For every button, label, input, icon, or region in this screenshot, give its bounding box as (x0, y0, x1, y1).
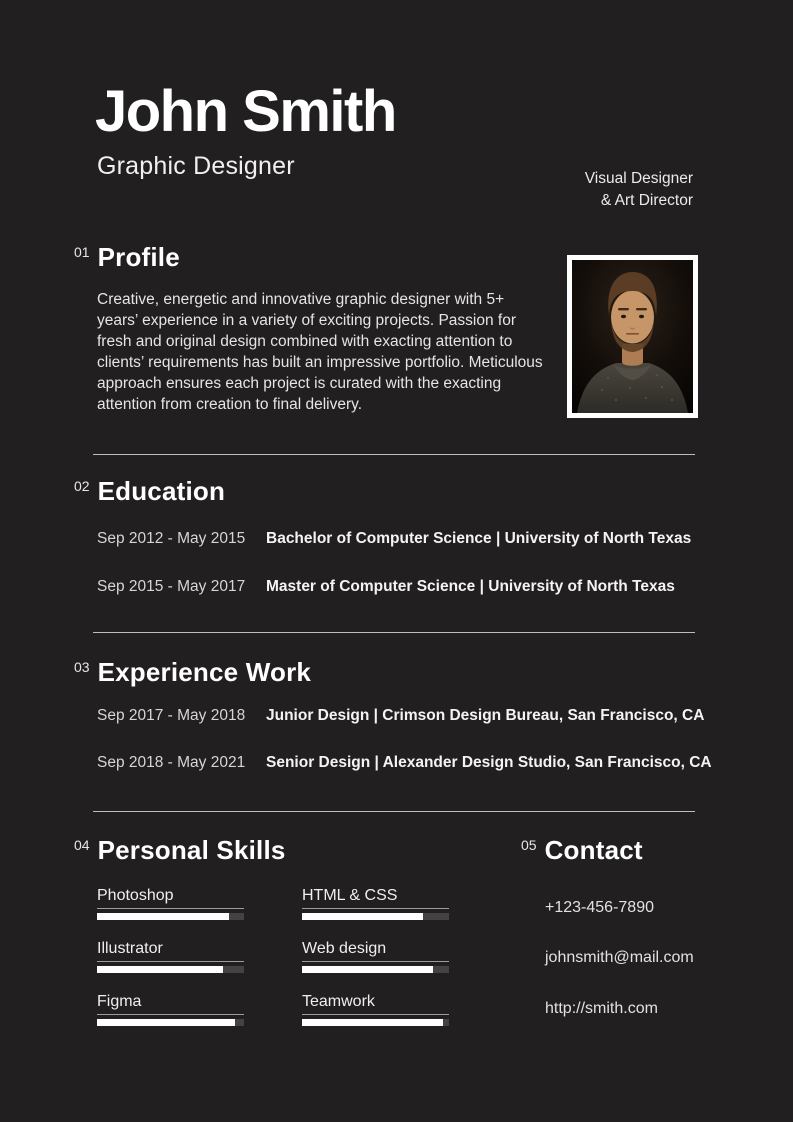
contact-website: http://smith.com (545, 1000, 658, 1017)
experience-dates: Sep 2017 - May 2018 (97, 707, 246, 724)
experience-description: Senior Design | Alexander Design Studio, San Francisco, CA (266, 754, 712, 771)
contact-section-heading (521, 836, 643, 864)
skill-progress-bar (97, 1019, 244, 1026)
education-row (97, 529, 737, 548)
profile-section-number: 01 (74, 244, 90, 260)
skill-progress-fill (302, 913, 423, 920)
skill-label: Teamwork (302, 993, 375, 1010)
skill-progress-bar (97, 913, 244, 920)
skill-underline (302, 961, 449, 962)
tagline (585, 168, 693, 211)
skills-section-number: 04 (74, 837, 90, 853)
skill-item (97, 992, 244, 1026)
section-divider (93, 632, 695, 633)
tagline-line-1: Visual Designer (584, 170, 693, 187)
skill-label: Web design (302, 940, 387, 957)
skill-item (302, 939, 449, 973)
tagline-line-2: & Art Director (600, 191, 693, 209)
skills-section-title: Personal Skills (97, 835, 286, 865)
skill-label: Photoshop (97, 887, 174, 904)
education-section-heading (74, 477, 225, 505)
skill-progress-bar (302, 1019, 449, 1026)
skill-underline (302, 908, 449, 909)
skill-progress-fill (97, 913, 229, 920)
skill-progress-fill (97, 1019, 235, 1026)
skill-progress-bar (97, 966, 244, 973)
education-section-title: Education (97, 476, 226, 506)
skill-label: HTML & CSS (302, 887, 398, 904)
skill-underline (97, 961, 244, 962)
skill-progress-fill (97, 966, 223, 973)
contact-section-number: 05 (521, 837, 537, 853)
skills-section-heading (74, 836, 286, 864)
skill-item (97, 939, 244, 973)
skills-grid (97, 886, 449, 1026)
skill-progress-fill (302, 966, 433, 973)
contact-email: johnsmith@mail.com (545, 949, 694, 966)
experience-row (97, 753, 737, 772)
education-description: Master of Computer Science | University of North Texas (266, 578, 675, 595)
skill-label: Illustrator (97, 940, 163, 957)
education-dates: Sep 2012 - May 2015 (97, 530, 246, 547)
contact-section-title: Contact (544, 835, 643, 865)
contact-phone: +123-456-7890 (545, 899, 654, 916)
experience-description: Junior Design | Crimson Design Bureau, San Francisco, CA (266, 707, 705, 724)
skill-progress-bar (302, 966, 449, 973)
job-title: Graphic Designer (97, 152, 295, 180)
education-row (97, 577, 737, 596)
experience-row (97, 706, 737, 725)
skill-underline (97, 1014, 244, 1015)
skill-label: Figma (97, 993, 142, 1010)
experience-dates: Sep 2018 - May 2021 (97, 754, 246, 771)
skill-progress-bar (302, 913, 449, 920)
profile-section-title: Profile (97, 242, 180, 272)
section-divider (93, 811, 695, 812)
education-dates: Sep 2015 - May 2017 (97, 578, 246, 595)
person-name: John Smith (95, 79, 396, 144)
skill-progress-fill (302, 1019, 443, 1026)
skill-underline (97, 908, 244, 909)
portrait-photo (567, 255, 698, 418)
profile-section-heading (74, 243, 180, 271)
section-divider (93, 454, 695, 455)
skill-item (302, 886, 449, 920)
experience-section-title: Experience Work (97, 657, 312, 687)
portrait-photo-illustration (572, 260, 693, 413)
skill-underline (302, 1014, 449, 1015)
education-description: Bachelor of Computer Science | University of North Texas (266, 530, 692, 547)
education-section-number: 02 (74, 478, 90, 494)
experience-section-heading (74, 658, 311, 686)
profile-text: Creative, energetic and innovative graphic designer with 5+ years’ experience in a variety of exciting projects. Passion for fresh and original design combined with exacting attention to clients’ requirements has built an impressive portfolio. Meticulous approach ensures each project is curated with the exacting attention from creation to final delivery. (97, 291, 543, 413)
experience-section-number: 03 (74, 659, 90, 675)
skill-item (97, 886, 244, 920)
skill-item (302, 992, 449, 1026)
